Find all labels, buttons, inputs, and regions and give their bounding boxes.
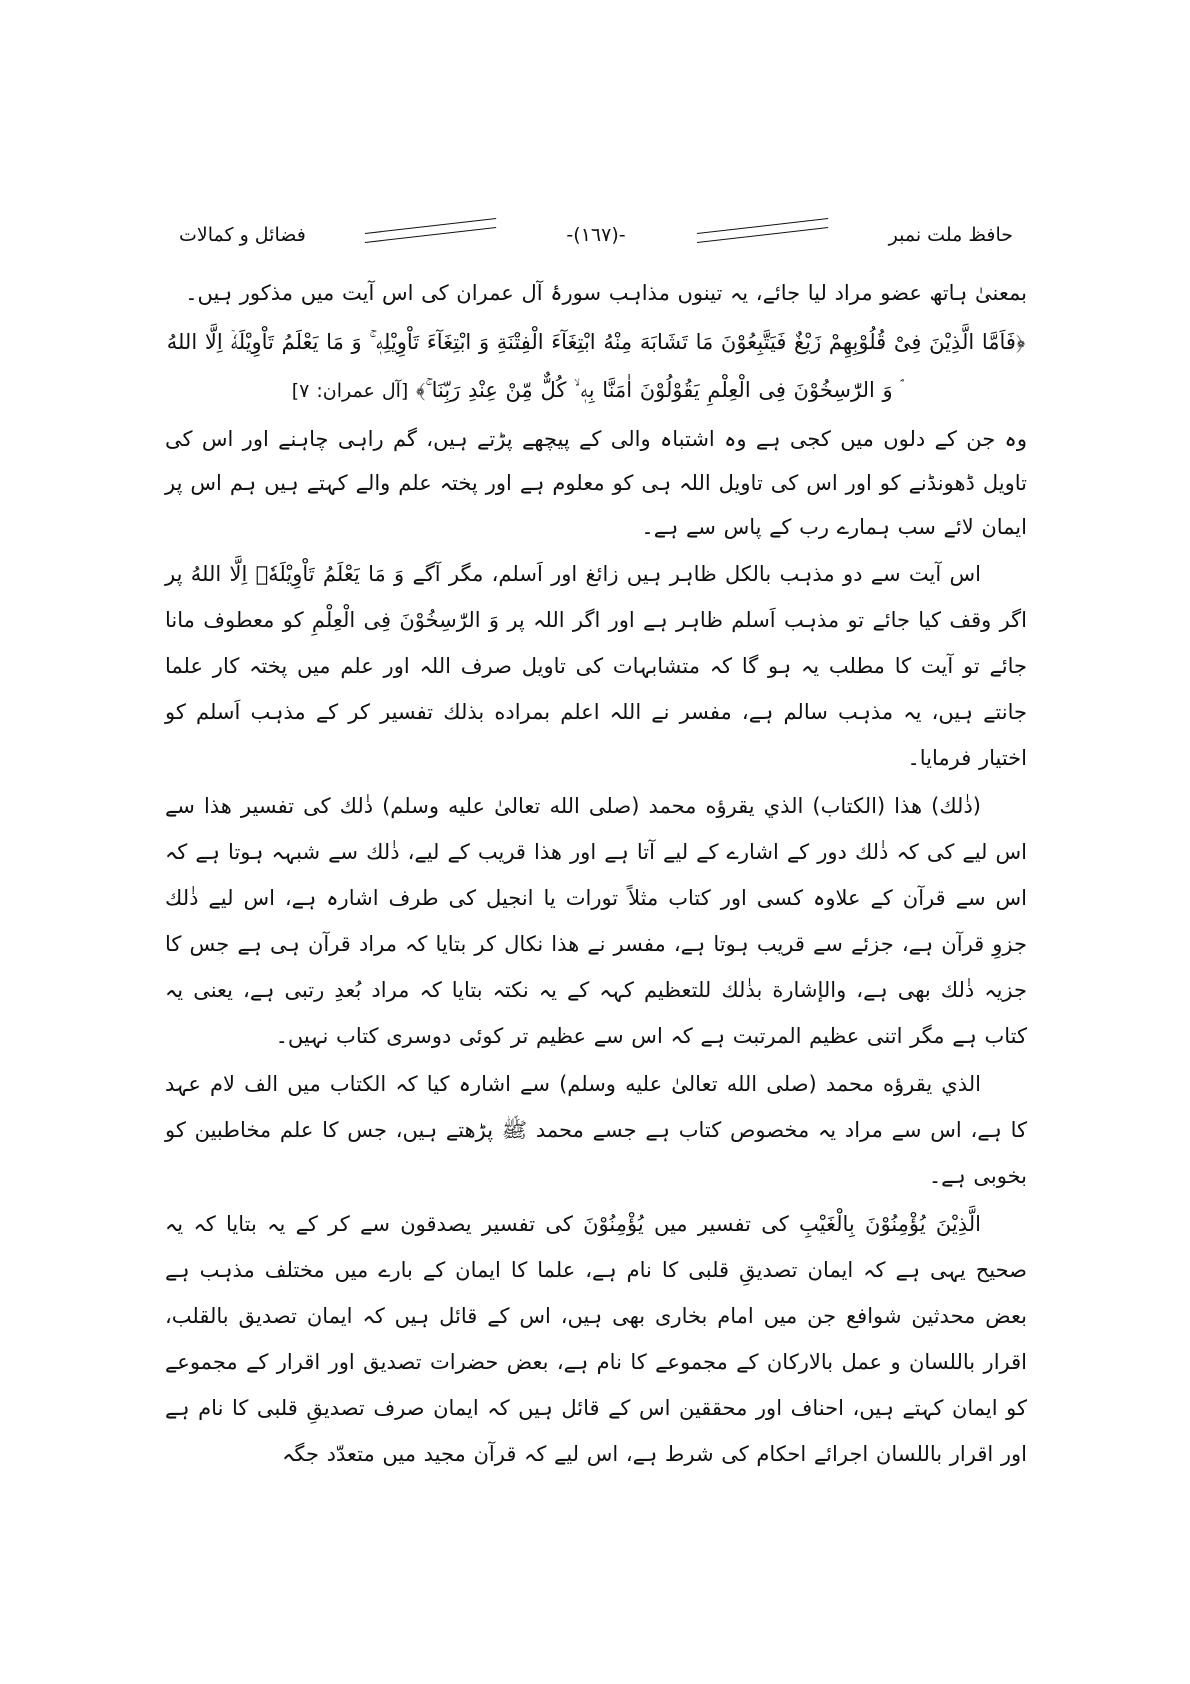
header-right-label: حافظ ملت نمبر xyxy=(888,224,1013,246)
quran-verse xyxy=(165,318,1027,415)
paragraph-translation: وہ جن کے دلوں میں کجی ہے وہ اشتباہ والی کے پیچھے پڑتے ہیں، گم راہی چاہنے اور اس کی تاویل ڈھونڈنے کو اور اس کی تاویل اللہ ہی کو معلوم ہے اور پختہ علم والے کہتے ہیں ہم اس پر ایمان لائے سب ہمارے رب کے پاس سے ہے۔ xyxy=(165,427,1027,539)
running-header xyxy=(165,218,1027,264)
paragraph-four: الذي يقرؤه محمد (صلى الله تعالىٰ عليه وسلم) سے اشارہ کیا کہ الكتاب میں الف لام عہد کا ہے، اس سے مراد یہ مخصوص کتاب ہے جسے محمد ﷺ پڑھتے ہیں، جس کا علم مخاطبین کو بخوبی ہے۔ xyxy=(165,1072,1027,1188)
quran-verse-text: ﴿فَاَمَّا الَّذِیْنَ فِیْ قُلُوْبِهِمْ زَیْغٌ فَیَتَّبِعُوْنَ مَا تَشَابَهَ مِنْهُ ابْتِغَآءَ الْفِتْنَةِ وَ ابْتِغَآءَ تَاْوِیْلِهٖ ۚ وَ مَا یَعْلَمُ تَاْوِیْلَهٗۤ اِلَّا اللهُ ۘ وَ الرّٰسِخُوْنَ فِی الْعِلْمِ یَقُوْلُوْنَ اٰمَنَّا بِهٖ ۙ کُلٌّ مِّنْ عِنْدِ رَبِّنَا ۚ﴾ xyxy=(166,330,1026,402)
paragraph-two: اس آیت سے دو مذہب بالکل ظاہر ہیں زائغ اور اَسلم، مگر آگے وَ مَا یَعْلَمُ تَاْوِیْلَهٗۤ اِلَّا اللهُ پر اگر وقف کیا جائے تو مذہب اَسلم ظاہر ہے اور اگر اللہ پر وَ الرّٰسِخُوْنَ فِی الْعِلْمِ کو معطوف مانا جائے تو آیت کا مطلب یہ ہو گا کہ متشابہات کی تاویل صرف اللہ اور علم میں پختہ کار علما جانتے ہیں، یہ مذہب سالم ہے، مفسر نے اللہ اعلم بمراده بذلك تفسیر کر کے مذہب اَسلم کو اختیار فرمایا۔ xyxy=(165,562,1027,770)
paragraph-opening: بمعنیٰ ہاتھ عضو مراد لیا جائے، یہ تینوں مذاہب سورۂ آل عمران کی اس آیت میں مذکور ہیں۔ xyxy=(185,281,1027,305)
header-rule-left xyxy=(365,230,497,248)
paragraph-five: الَّذِیْنَ یُؤْمِنُوْنَ بِالْغَیْبِ کی تفسیر میں یُؤْمِنُوْنَ کی تفسیر یصدقون سے کر کے یہ بتایا کہ یہ صحیح یہی ہے کہ ایمان تصدیقِ قلبی کا نام ہے، علما کا ایمان کے بارے میں مختلف مذہب ہے بعض محدثین شوافع جن میں امام بخاری بھی ہیں، اس کے قائل ہیں کہ ایمان تصدیق بالقلب، اقرار باللسان و عمل بالارکان کے مجموعے کا نام ہے، بعض حضرات تصدیق اور اقرار کے مجموعے کو ایمان کہتے ہیں، احناف اور محققین اس کے قائل ہیں کہ ایمان صرف تصدیقِ قلبی کا نام ہے اور اقرار باللسان اجرائے احکام کی شرط ہے، اس لیے کہ قرآن مجید میں متعدّد جگہ xyxy=(165,1212,1027,1466)
paragraph-three: (ذٰلك) هذا (الكتاب) الذي يقرؤه محمد (صلى الله تعالىٰ عليه وسلم) ذٰلك کی تفسیر ھذا سے اس لیے کی کہ ذٰلك دور کے اشارے کے لیے آتا ہے اور ھذا قریب کے لیے، ذٰلك سے شبہہ ہوتا ہے کہ اس سے قرآن کے علاوہ کسی اور کتاب مثلاً تورات یا انجیل کی طرف اشارہ ہے، اس لیے ذٰلك جزوِ قرآن ہے، جزئے سے قریب ہوتا ہے، مفسر نے ھذا نکال کر بتایا کہ مراد قرآن ہی ہے جس کا جزیہ ذٰلك بھی ہے، والإشارة بذٰلك للتعظیم کہہ کے یہ نکتہ بتایا کہ مراد بُعدِ رتبی ہے، یعنی یہ کتاب ہے مگر اتنی عظیم المرتبت ہے کہ اس سے عظیم تر کوئی دوسری کتاب نہیں۔ xyxy=(165,794,1027,1048)
page-number: -(١٦٧)- xyxy=(566,224,626,246)
page-content xyxy=(165,218,1027,1479)
header-left-label: فضائل و کمالات xyxy=(179,224,306,246)
quran-verse-reference: [آل عمران: ٧] xyxy=(291,380,409,402)
